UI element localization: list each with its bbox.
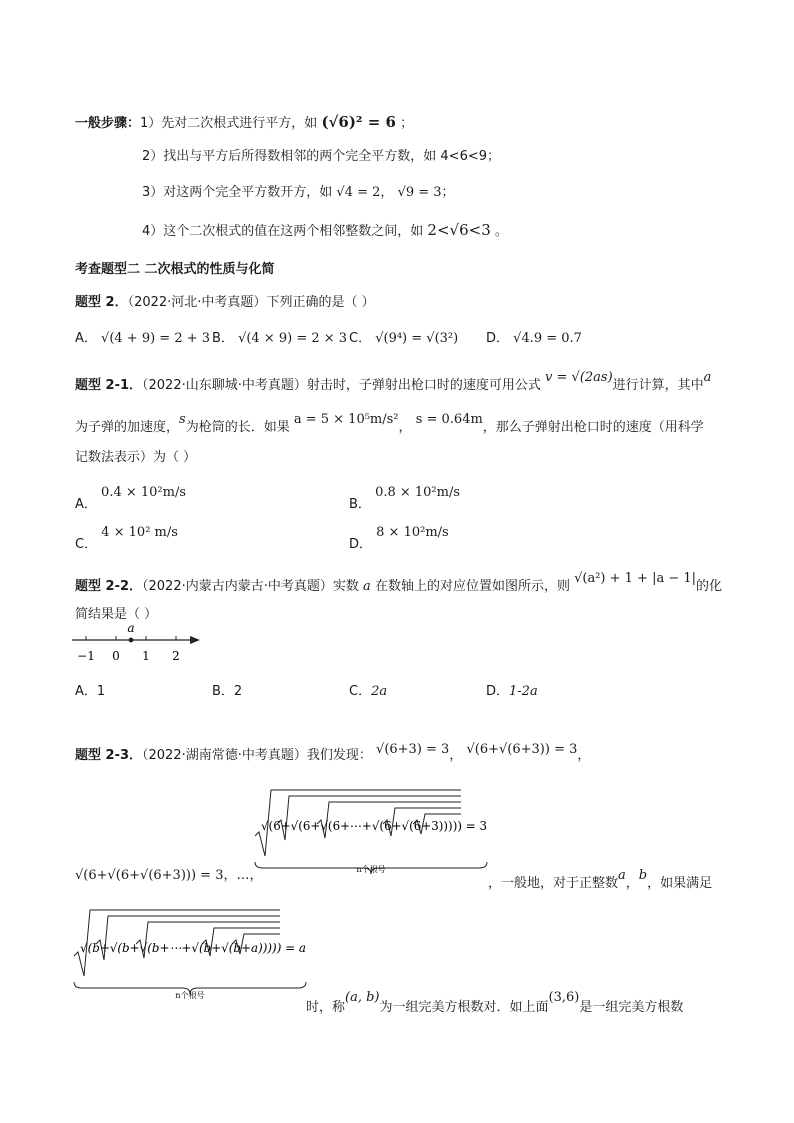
q22-option-d-text: 1-2a xyxy=(509,684,538,699)
q23-stem-e: 为一组完美方根数对．如上面 xyxy=(379,1000,549,1015)
step-3-sep: ， xyxy=(380,185,394,200)
q21-line-2 xyxy=(75,412,704,435)
q2-option-a[interactable] xyxy=(75,327,210,346)
q21-label: 题型 2-1． xyxy=(75,378,143,393)
q23-last-line xyxy=(306,990,684,1015)
q23-line-1 xyxy=(75,744,590,763)
q22-option-d[interactable] xyxy=(486,680,538,699)
step-1-math: (√6)² = 6 xyxy=(321,113,396,131)
q23-stem-c: ，如果满足 xyxy=(647,876,713,891)
q21-line2-b: 为枪筒的长．如果 xyxy=(185,420,290,435)
q21-option-c-math: 4 × 10² m/s xyxy=(101,525,178,540)
steps-title: 一般步骤： xyxy=(75,116,141,131)
q23-var-a: a xyxy=(618,868,626,883)
q23-general-radical xyxy=(72,908,312,1004)
option-letter: B． xyxy=(349,497,371,512)
step-3-end: ； xyxy=(441,185,455,200)
q2-option-d[interactable] xyxy=(486,327,582,346)
q2-option-d-math: √4.9 = 0.7 xyxy=(513,331,582,346)
section-title: 考查题型二 二次根式的性质与化简 xyxy=(75,262,275,277)
q2-option-b[interactable] xyxy=(212,327,347,346)
q23-comma-4: ， xyxy=(625,876,639,891)
q21-option-b[interactable] xyxy=(349,481,461,512)
q21-line-3: 记数法表示）为（ ） xyxy=(75,450,197,465)
q23-source: （2022·湖南常德·中考真题） xyxy=(142,748,307,763)
step-4 xyxy=(142,220,508,239)
q22-stem-b: 在数轴上的对应位置如图所示，则 xyxy=(374,579,570,594)
q21-comma: ， xyxy=(398,420,412,435)
q21-var-s: s xyxy=(179,412,186,427)
q21-line-1 xyxy=(75,370,712,393)
q2-option-a-math: √(4 + 9) = 2 + 3 xyxy=(101,331,211,346)
tick-label: 2 xyxy=(172,649,180,663)
q21-line2-c: ，那么子弹射出枪口时的速度（用科学 xyxy=(482,420,704,435)
step-3-math-2: √9 = 3 xyxy=(397,185,442,200)
q23-n-label-2: n个根号 xyxy=(175,991,205,1000)
step-1-text: 1）先对二次根式进行平方，如 xyxy=(140,116,318,131)
q22-line-2: 简结果是（ ） xyxy=(75,607,158,622)
option-letter: B． xyxy=(212,331,234,346)
q23-label: 题型 2-3． xyxy=(75,748,143,763)
point-a-dot xyxy=(129,638,134,643)
q21-option-a-math: 0.4 × 10²m/s xyxy=(101,485,187,500)
step-4-end: 。 xyxy=(494,224,508,239)
q21-option-a[interactable] xyxy=(75,481,187,512)
q21-option-b-math: 0.8 × 10²m/s xyxy=(375,485,461,500)
tick-label: 0 xyxy=(112,649,120,663)
q23-big-radical xyxy=(253,788,491,880)
number-line xyxy=(70,622,210,667)
option-letter: B． xyxy=(212,684,234,699)
tick-label: 1 xyxy=(142,649,150,663)
q23-stem-b: ，一般地，对于正整数 xyxy=(488,876,619,891)
q23-expr-1: √(6+3) = 3 xyxy=(376,742,450,757)
step-3-text: 3）对这两个完全平方数开方，如 xyxy=(142,185,333,200)
step-3 xyxy=(142,181,455,200)
q23-pair-2: (3,6) xyxy=(548,990,580,1005)
steps-line-1 xyxy=(75,112,413,131)
q22-source: （2022·内蒙古内蒙古·中考真题） xyxy=(142,579,333,594)
option-letter: C． xyxy=(349,331,372,346)
q22-line-1 xyxy=(75,571,723,594)
q22-option-b-text: 2 xyxy=(233,684,243,699)
option-letter: D． xyxy=(349,537,373,552)
step-4-text: 4）这个二次根式的值在这两个相邻整数之间，如 xyxy=(142,224,424,239)
q23-expr-2: √(6+√(6+3)) = 3 xyxy=(466,742,578,757)
q23-ellipsis: ，…， xyxy=(223,868,263,883)
q22-option-b[interactable] xyxy=(212,680,242,699)
q21-option-d-math: 8 × 10²m/s xyxy=(376,525,449,540)
q23-n-label: n个根号 xyxy=(356,865,386,874)
q23-comma-1: ， xyxy=(449,748,463,763)
q22-label: 题型 2-2． xyxy=(75,579,143,594)
q22-stem-c: 的化 xyxy=(696,579,723,594)
q2-option-c-math: √(9⁴) = √(3²) xyxy=(375,331,459,346)
q23-expr-3: √(6+√(6+√(6+3))) = 3 xyxy=(75,868,224,883)
q22-option-c-text: 2a xyxy=(371,684,388,699)
q22-option-c[interactable] xyxy=(349,680,387,699)
axis-arrow-icon xyxy=(190,636,200,644)
q21-source: （2022·山东聊城·中考真题） xyxy=(142,378,307,393)
q2-stem xyxy=(75,291,375,310)
option-letter: C． xyxy=(349,684,372,699)
q23-big-expr: √(6+√(6+√(6+⋯+√(6+√(6+3))))) = 3 xyxy=(261,819,487,833)
point-label: a xyxy=(127,622,135,635)
q22-var-a: a xyxy=(363,579,371,594)
step-2: 2）找出与平方后所得数相邻的两个完全平方数，如 4<6<9； xyxy=(142,149,501,164)
q23-var-b: b xyxy=(638,868,648,883)
q2-text: 下列正确的是（ ） xyxy=(266,295,375,310)
q23-stem-b-line xyxy=(488,868,713,891)
q21-stem-b: 进行计算，其中 xyxy=(612,378,704,393)
option-letter: D． xyxy=(486,331,510,346)
q21-formula: v = √(2as) xyxy=(545,370,613,385)
q21-stem-a: 射击时，子弹射出枪口时的速度可用公式 xyxy=(306,378,541,393)
q23-stem-f: 是一组完美方根数 xyxy=(579,1000,684,1015)
option-letter: A． xyxy=(75,684,97,699)
q23-stem-d: 时，称 xyxy=(306,1000,346,1015)
q21-line2-a: 为子弹的加速度， xyxy=(75,420,180,435)
q23-line-2 xyxy=(75,864,263,883)
option-letter: A． xyxy=(75,497,97,512)
q23-gen-expr: √(b+√(b+√(b+⋯+√(b+√(b+a))))) = a xyxy=(80,941,306,955)
q23-comma-2: ， xyxy=(577,748,591,763)
q22-option-a-text: 1 xyxy=(96,684,106,699)
q21-var-a: a xyxy=(703,370,712,385)
q2-label: 题型 2． xyxy=(75,295,128,310)
q22-stem-a: 实数 xyxy=(332,579,359,594)
q21-option-c[interactable] xyxy=(75,521,178,552)
q22-expr: √(a²) + 1 + |a − 1| xyxy=(574,571,697,586)
step-1-end: ； xyxy=(400,116,414,131)
option-letter: A． xyxy=(75,331,97,346)
q21-option-d[interactable] xyxy=(349,521,449,552)
option-letter: D． xyxy=(486,684,510,699)
q21-given-s: s = 0.64m xyxy=(415,412,483,427)
step-4-math: 2<√6<3 xyxy=(427,221,491,239)
q2-option-b-math: √(4 × 9) = 2 × 3 xyxy=(238,331,348,346)
q22-option-a[interactable] xyxy=(75,680,105,699)
q2-option-c[interactable] xyxy=(349,327,458,346)
q21-given-a: a = 5 × 10⁵m/s² xyxy=(293,412,399,427)
q2-source: （2022·河北·中考真题） xyxy=(127,295,267,310)
step-3-math-1: √4 = 2 xyxy=(336,185,381,200)
option-letter: C． xyxy=(75,537,98,552)
q23-pair: (a, b) xyxy=(345,990,380,1005)
tick-label: −1 xyxy=(77,649,95,663)
q23-stem-a: 我们发现： xyxy=(306,748,372,763)
